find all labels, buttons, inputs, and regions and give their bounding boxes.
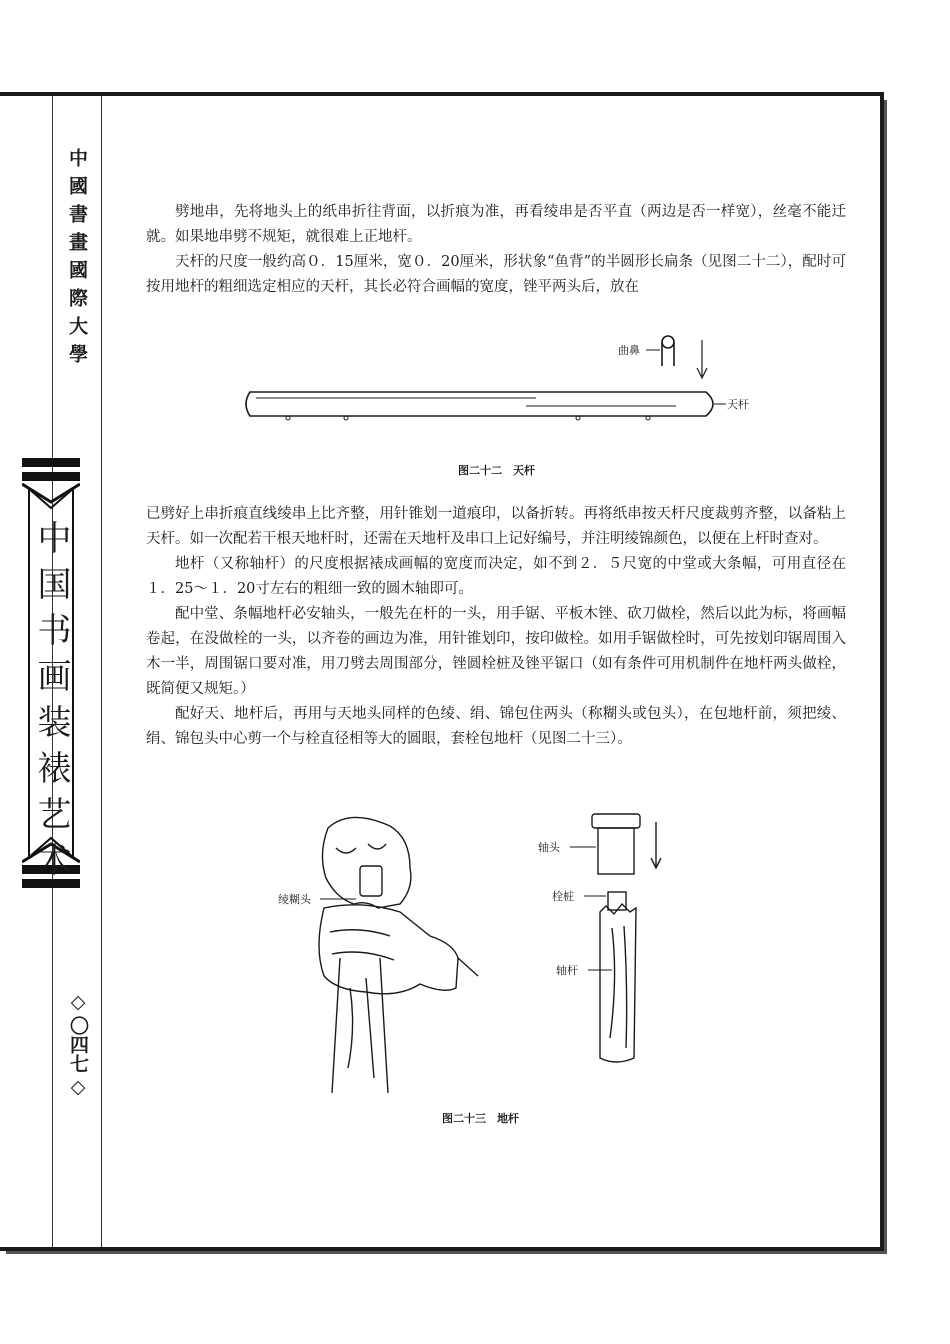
page-frame-shadow: [884, 100, 887, 1254]
paragraph: 已劈好上串折痕直线绫串上比齐整，用针锥划一道痕印，以备折转。再将纸串按天杆尺度裁剪齐整，以备粘上天杆。如一次配若干根天地杆时，还需在天地杆及串口上记好编号，并注明绫锦颜色，以便在上杆时查对。: [146, 506, 846, 547]
shaft-illustration: [592, 814, 661, 1062]
label-rod: 天杆: [727, 398, 749, 411]
series-title: 中國書畫國際大學: [66, 148, 88, 372]
label-wrap: 绫糊头: [278, 893, 311, 906]
paragraph: 天杆的尺度一般约高０．15厘米，宽０．20厘米，形状象“鱼背”的半圆形长扁条（见图二十二），配时可按用地杆的粗细选定相应的天杆，其长必符合画幅的宽度，锉平两头后，放在: [146, 254, 846, 295]
spine-rule-right: [101, 96, 102, 1247]
hands-illustration: [319, 817, 478, 1093]
diamond-ornament: ◇: [70, 991, 86, 1013]
paragraph: 劈地串，先将地头上的纸串折往背面，以折痕为准，再看绫串是否平直（两边是否一样宽），丝毫不能迁就。如果地串劈不规矩，就很难上正地杆。: [146, 204, 846, 245]
rod-illustration: [246, 392, 726, 420]
hook-illustration: [646, 336, 707, 378]
paragraph: 地杆（又称轴杆）的尺度根据裱成画幅的宽度而决定，如不到２．５尺宽的中堂或大条幅，可用直径在１．25～１．20寸左右的粗细一致的圆木轴即可。: [146, 556, 846, 597]
body-text-middle: [146, 502, 846, 752]
diamond-ornament: ◇: [70, 1076, 86, 1098]
label-shaft: 轴杆: [556, 964, 578, 977]
page-number-block: [64, 990, 92, 1099]
figure-23-digan: [270, 808, 690, 1098]
paragraph: 配中堂、条幅地杆必安轴头，一般先在杆的一头，用手锯、平板木锉、砍刀做栓，然后以此为标，将画幅卷起，在没做栓的一头，以齐卷的画边为准，用针锥划印，按印做栓。如用手锯做栓时，可先按划印锯周围入木一半，周围锯口要对准，用刀劈去周围部分，锉圆栓桩及锉平锯口（如有条件可用机制件在地杆两头做栓，既简便又规矩。）: [146, 606, 846, 697]
page-number: 〇四七: [67, 1016, 89, 1073]
figure-22-tiangan: [236, 326, 776, 436]
label-tenon: 栓桩: [552, 890, 574, 903]
page-frame-bottom-shadow: [6, 1251, 887, 1254]
figure-22-caption: 图二十二 天杆: [458, 464, 535, 477]
figure-23-caption: 图二十三 地杆: [442, 1112, 519, 1125]
paragraph: 配好天、地杆后，再用与天地头同样的色绫、绢、锦包住两头（称糊头或包头），在包地杆前，须把绫、绢、锦包头中心剪一个与栓直径相等大的圆眼，套栓包地杆（见图二十三）。: [146, 706, 846, 747]
label-hook: 曲鼻: [618, 344, 640, 357]
label-cap: 轴头: [538, 841, 560, 854]
body-text-top: [146, 200, 846, 300]
book-title: 中国书画装裱艺术: [31, 520, 71, 888]
page-frame-top: [0, 92, 884, 96]
